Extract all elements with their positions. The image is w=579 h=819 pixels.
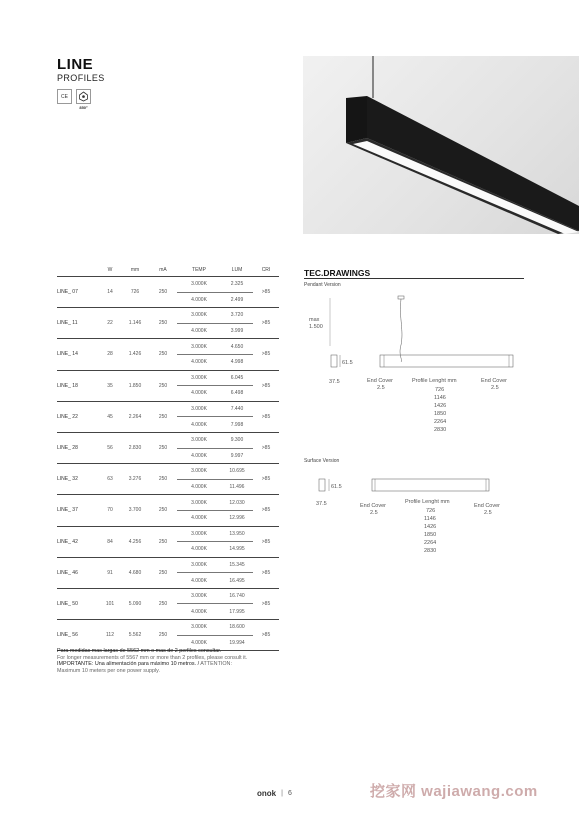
cell-lum: 7.998 [230,421,244,428]
cell-w: 56 [99,432,121,463]
surface-length: 2830 [424,548,437,554]
surface-dim-width: 37.5 [316,501,327,507]
note-line-1: Para medidas mas largas de 5562 mm o mas de 2 perfiles consultar. [57,648,222,654]
header-ma: mA [149,264,177,277]
fire-rating-icon [76,89,91,110]
pendant-length: 1146 [434,395,446,401]
cell-mm: 4.680 [121,557,149,588]
table-row [57,526,279,542]
cell-temp: 3.000K [177,432,221,448]
cell-lum: 9.300 [221,432,253,448]
cell-temp: 4.000K [191,296,207,303]
cell-cri: >85 [253,495,279,526]
table-row [57,339,279,355]
page-footer [257,789,292,798]
cell-mm: 3.700 [121,495,149,526]
cell-w: 70 [99,495,121,526]
cell-mm: 3.276 [121,464,149,495]
surface-profile-length-label: Profile Lenght mm [405,499,450,505]
surface-end-cover-right-value: 2.5 [484,510,492,516]
cell-model: LINE_ 32 [57,464,99,495]
cell-lum: 16.740 [221,588,253,604]
cell-temp: 3.000K [177,277,221,293]
table-row [57,557,279,573]
cell-model: LINE_ 50 [57,588,99,619]
cell-temp: 3.000K [177,464,221,480]
cell-lum: 13.950 [221,526,253,542]
certification-badges [57,89,91,110]
cell-w: 91 [99,557,121,588]
cell-lum: 4.998 [230,359,244,366]
cell-model: LINE_ 07 [57,277,99,308]
cell-temp: 4.000K [191,546,207,553]
cell-model: LINE_ 18 [57,370,99,401]
cell-cri: >85 [253,401,279,432]
cell-ma: 250 [149,557,177,588]
cell-w: 63 [99,464,121,495]
end-cover-left: End Cover [367,378,393,384]
cell-cri: >85 [253,308,279,339]
note-line-3-strong: IMPORTANTE: Una alimentación para máximo 10 metros. / [57,661,200,668]
surface-end-cover-left-value: 2.5 [370,510,378,516]
cell-temp: 4.000K [177,635,221,651]
watermark: 挖家网 wajiawang.com [370,783,538,800]
cell-lum: 17.995 [229,608,245,615]
cell-lum: 19.994 [221,635,253,651]
table-row [57,620,279,636]
tec-drawings-title: TEC.DRAWINGS [304,268,371,278]
cell-cri: >85 [253,620,279,651]
cell-mm: 5.090 [121,588,149,619]
cell-cri: >85 [253,526,279,557]
cell-cri: >85 [253,339,279,370]
cell-w: 35 [99,370,121,401]
product-title: LINE [57,56,94,73]
cell-model: LINE_ 28 [57,432,99,463]
surface-length: 2264 [424,540,437,546]
pendant-version-label: Pendant Version [304,282,341,288]
cell-temp: 3.000K [177,339,221,355]
cell-lum: 15.345 [221,557,253,573]
cell-cri: >85 [253,370,279,401]
surface-dim-height: 61.5 [331,484,342,490]
cell-temp: 3.000K [177,526,221,542]
cell-temp: 4.000K [191,515,207,522]
cell-mm: 5.562 [121,620,149,651]
profile-length-label: Profile Lenght mm [412,378,457,384]
cell-ma: 250 [149,277,177,308]
page-number: 6 [287,790,292,797]
cell-model: LINE_ 46 [57,557,99,588]
cell-lum: 6.045 [221,370,253,386]
ce-mark-icon: CE [57,89,72,104]
surface-end-cover-right: End Cover [474,503,500,509]
cell-mm: 2.264 [121,401,149,432]
cell-ma: 250 [149,620,177,651]
cell-lum: 3.999 [230,328,244,335]
notes [57,648,282,674]
cell-cri: >85 [253,464,279,495]
cell-model: LINE_ 14 [57,339,99,370]
cell-lum: 12.996 [229,515,245,522]
surface-version-label: Surface Version [304,458,340,464]
cell-lum: 14.995 [229,546,245,553]
cell-w: 22 [99,308,121,339]
cell-ma: 250 [149,495,177,526]
cell-cri: >85 [253,432,279,463]
cell-temp: 3.000K [177,557,221,573]
surface-length: 1426 [424,524,437,530]
cell-ma: 250 [149,588,177,619]
cell-lum: 2.325 [221,277,253,293]
end-cover-right-value: 2.5 [491,385,499,391]
cell-lum: 16.495 [229,577,245,584]
brand-logo: onok [257,789,277,798]
header-mm: mm [121,264,149,277]
cell-lum: 7.440 [221,401,253,417]
header-lum: LUM [221,264,253,277]
surface-length: 1146 [424,516,436,522]
cell-w: 84 [99,526,121,557]
cell-lum: 11.496 [229,484,245,491]
cell-temp: 4.000K [191,421,207,428]
header-model [57,264,99,277]
max-label: max [309,317,320,323]
cell-w: 101 [99,588,121,619]
surface-length: 1850 [424,532,437,538]
cell-temp: 4.000K [191,577,207,584]
cell-mm: 1.426 [121,339,149,370]
note-line-4: Maximum 10 meters per one power supply. [57,667,160,674]
cell-model: LINE_ 11 [57,308,99,339]
tec-title-rule [304,278,524,279]
pendant-length: 2264 [434,419,447,425]
cell-lum: 18.600 [221,620,253,636]
cell-ma: 250 [149,432,177,463]
end-cover-left-value: 2.5 [377,385,385,391]
dim-height: 61.5 [342,360,353,366]
cell-temp: 3.000K [177,495,221,511]
table-row [57,432,279,448]
cell-ma: 250 [149,339,177,370]
specifications-table [57,264,279,651]
cell-lum: 4.650 [221,339,253,355]
cell-ma: 250 [149,370,177,401]
table-row [57,401,279,417]
cell-lum: 3.720 [221,308,253,324]
header-w: W [99,264,121,277]
surface-end-cover-left: End Cover [360,503,386,509]
cell-model: LINE_ 42 [57,526,99,557]
cell-temp: 3.000K [177,620,221,636]
cell-lum: 6.498 [230,390,244,397]
note-line-2: For longer measurements of 5567 mm or more than 2 profiles, please consult it. [57,654,248,661]
cell-temp: 3.000K [177,370,221,386]
cell-w: 112 [99,620,121,651]
cell-cri: >85 [253,277,279,308]
surface-drawing [300,470,530,565]
cell-lum: 10.695 [221,464,253,480]
cell-model: LINE_ 22 [57,401,99,432]
cell-lum: 12.030 [221,495,253,511]
dim-width: 37.5 [329,379,340,385]
header-cri: CRI [253,264,279,277]
cell-mm: 2.830 [121,432,149,463]
table-row [57,308,279,324]
cell-ma: 250 [149,308,177,339]
cell-temp: 4.000K [191,608,207,615]
cell-lum: 9.997 [230,452,244,459]
table-header-row [57,264,279,277]
cell-mm: 726 [121,277,149,308]
pendant-length: 1850 [434,411,447,417]
footer-separator: | [281,790,283,797]
table-row [57,277,279,293]
cell-ma: 250 [149,464,177,495]
product-subtitle: PROFILES [57,73,105,83]
cell-w: 28 [99,339,121,370]
cell-w: 45 [99,401,121,432]
cell-temp: 4.000K [191,484,207,491]
cell-temp: 3.000K [177,401,221,417]
table-row [57,588,279,604]
cell-cri: >85 [253,557,279,588]
cell-temp: 4.000K [191,328,207,335]
header-temp: TEMP [177,264,221,277]
cell-temp: 4.000K [191,452,207,459]
cell-mm: 1.850 [121,370,149,401]
cell-temp: 4.000K [191,390,207,397]
cell-mm: 1.146 [121,308,149,339]
note-line-3-rest: ATTENTION: [199,661,232,668]
product-photo [303,56,579,234]
cell-ma: 250 [149,401,177,432]
cell-ma: 250 [149,526,177,557]
max-value: 1.500 [309,324,323,330]
table-row [57,495,279,511]
table-row [57,464,279,480]
cell-lum: 2.499 [230,296,244,303]
cell-mm: 4.256 [121,526,149,557]
cell-temp: 3.000K [177,588,221,604]
pendant-length: 2830 [434,427,447,433]
fire-rating-label: 850° [79,105,88,110]
end-cover-right: End Cover [481,378,507,384]
cell-temp: 4.000K [191,359,207,366]
cell-cri: >85 [253,588,279,619]
table-row [57,370,279,386]
surface-length: 726 [426,508,436,514]
pendant-drawing [300,290,530,450]
cell-temp: 3.000K [177,308,221,324]
pendant-length: 726 [435,387,445,393]
cell-model: LINE_ 56 [57,620,99,651]
cell-w: 14 [99,277,121,308]
cell-model: LINE_ 37 [57,495,99,526]
pendant-length: 1426 [434,403,447,409]
